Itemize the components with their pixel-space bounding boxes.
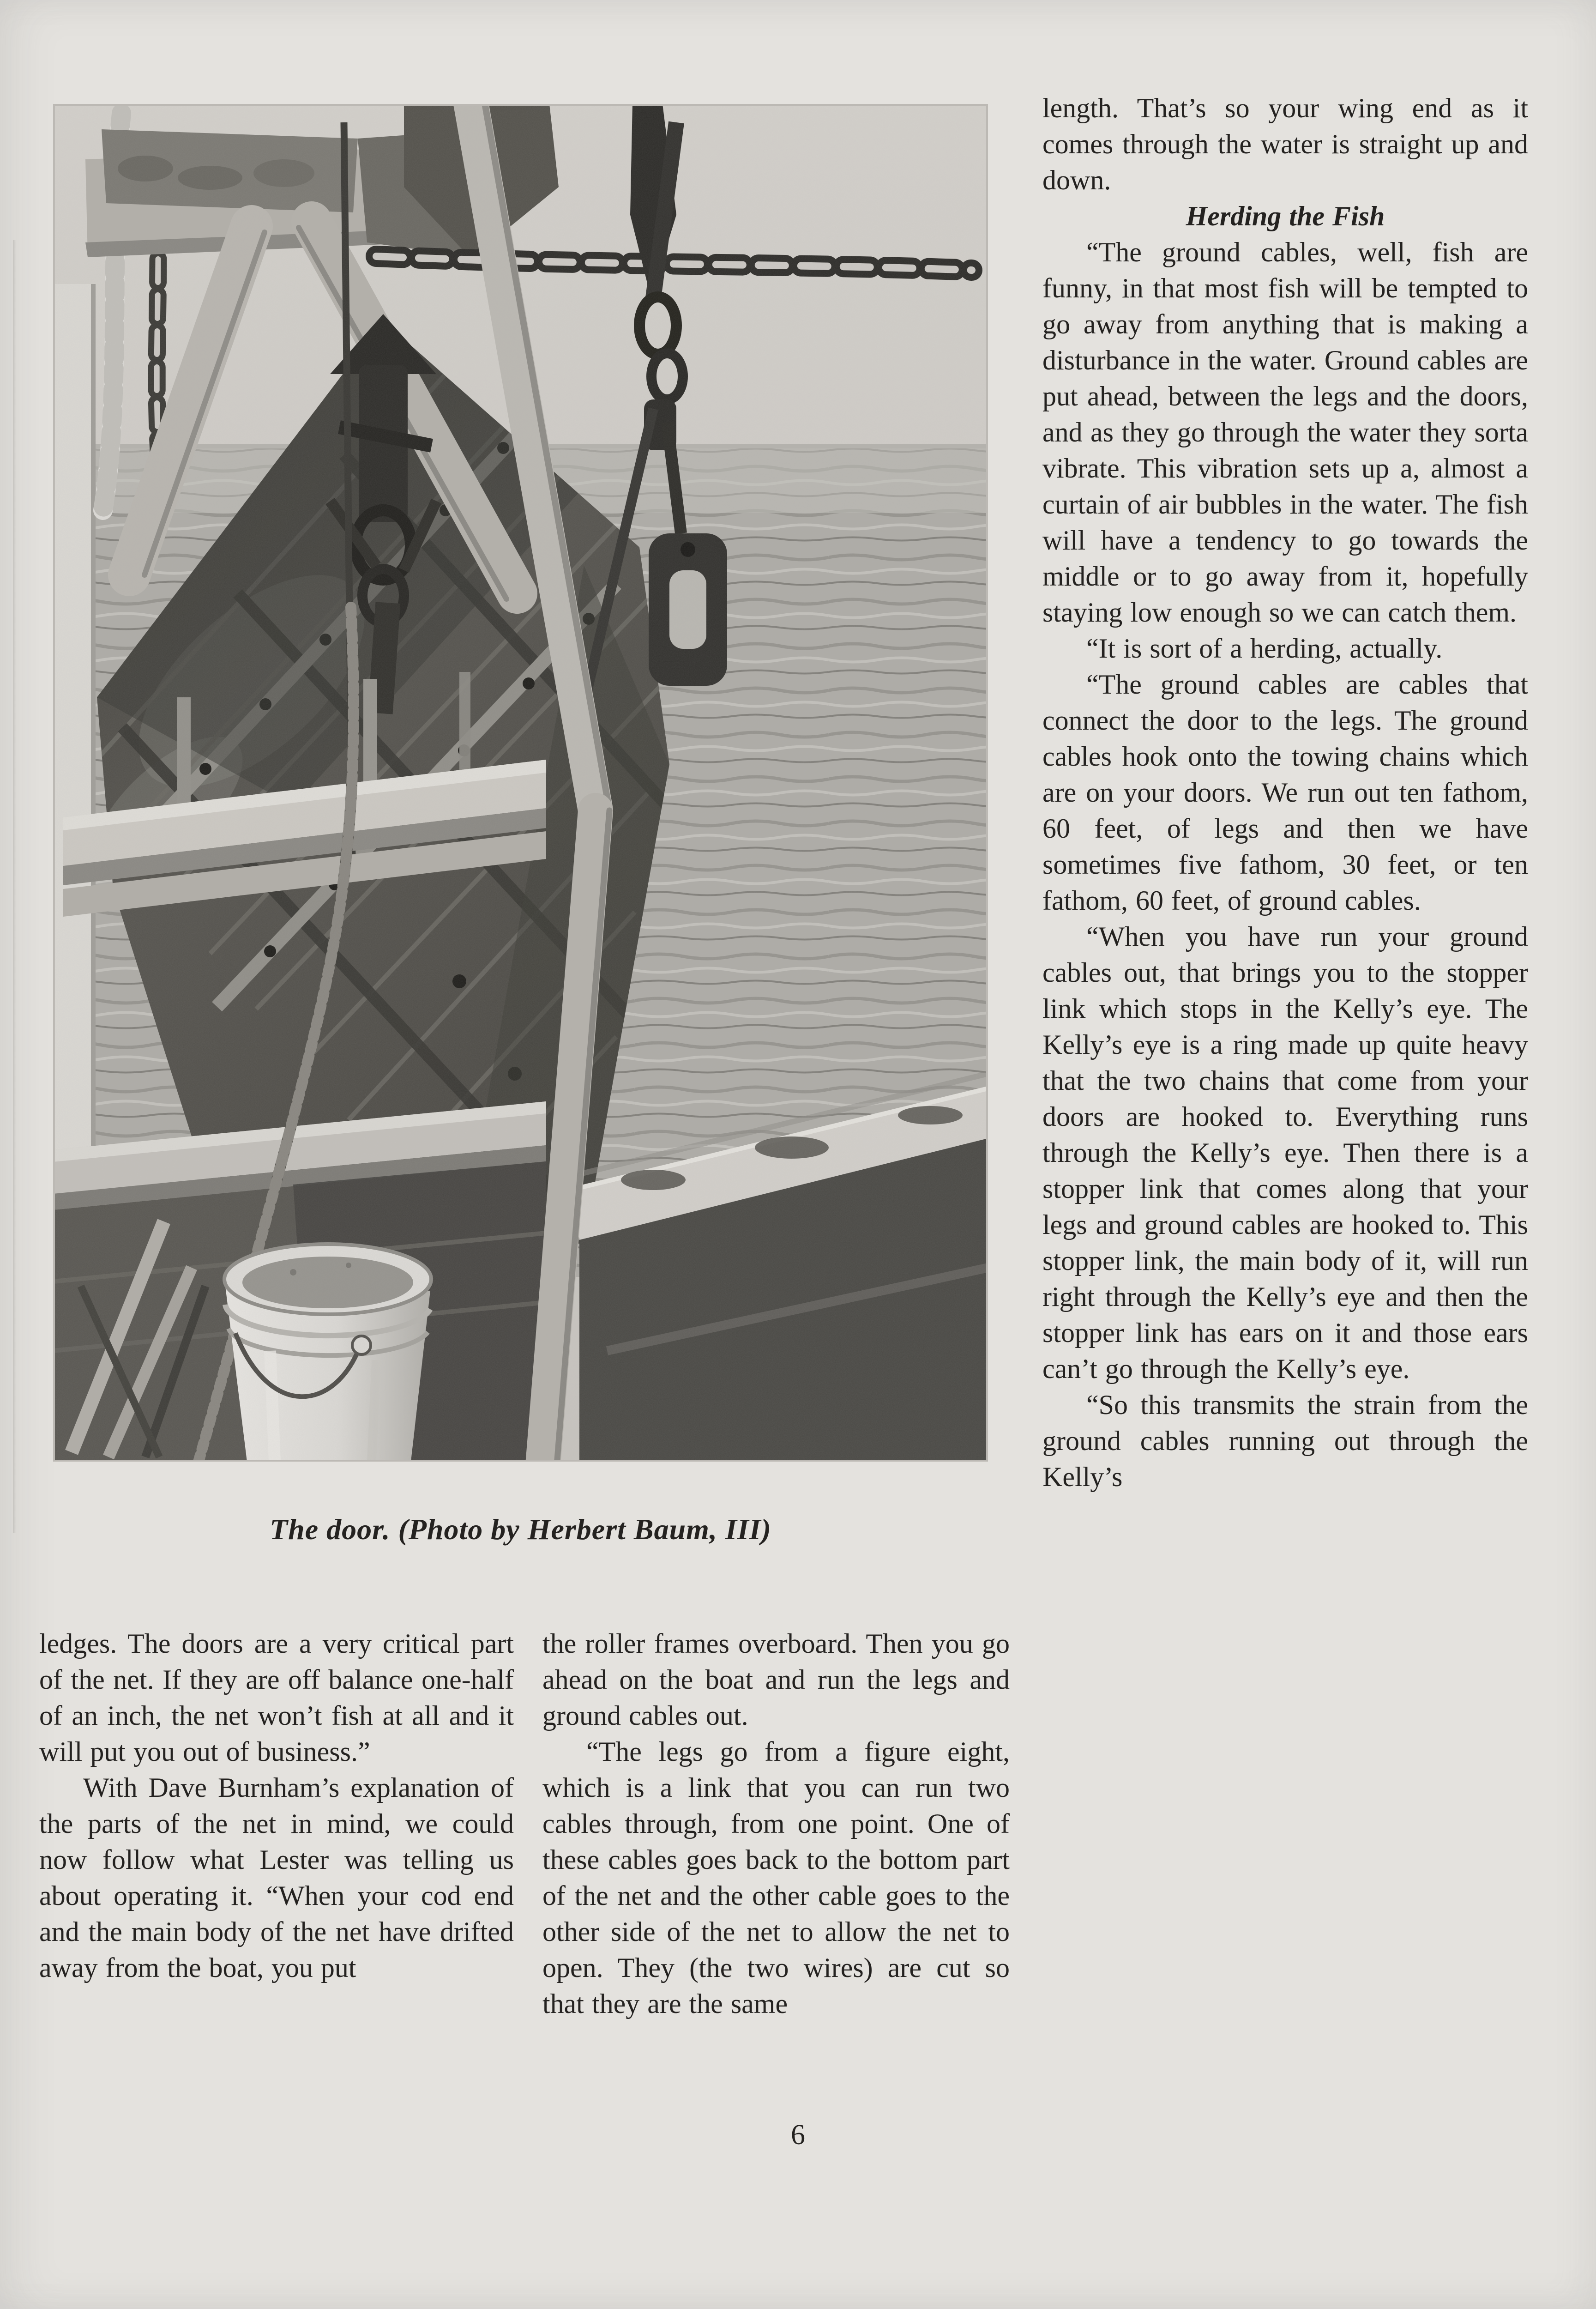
body-paragraph: “When you have run your ground cables out, that brings you to the stopper link which stops in the Kelly’s eye. The Kelly’s eye is a ring made up quite heavy that the two chains that come from your doors are hooked to. Everything runs through the Kelly’s eye. Then there is a stopper link that comes along that your legs and ground cables are hooked to. This stopper link, the main body of it, will run right through the Kelly’s eye and then the stopper link has ears on it and those ears can’t go through the Kelly’s eye.	[1042, 921, 1528, 1384]
body-paragraph: length. That’s so your wing end as it comes through the water is straight up and down.	[1042, 93, 1528, 195]
body-paragraph: With Dave Burnham’s explanation of the parts of the net in mind, we could now follow what Lester was telling us about operating it. “When your cod end and the main body of the net have drifted away from the boat, you put	[39, 1772, 514, 1983]
text-column-left	[39, 1626, 514, 1986]
text-column-right	[1042, 90, 1528, 1495]
body-paragraph: the roller frames overboard. Then you go ahead on the boat and run the legs and ground cables out.	[542, 1628, 1010, 1731]
photo-artwork	[53, 104, 988, 1462]
body-paragraph: ledges. The doors are a very critical part of the net. If they are off balance one-half of an inch, the net won’t fish at all and it will put you out of business.”	[39, 1628, 514, 1767]
body-paragraph: “So this transmits the strain from the ground cables running out through the Kelly’s	[1042, 1390, 1528, 1492]
photo-grain	[53, 104, 988, 1462]
body-paragraph: “The legs go from a figure eight, which is a link that you can run two cables through, from one point. One of these cables goes back to the bottom part of the net and the other cable goes to the other side of the net to allow the net to open. They (the two wires) are cut so that they are the same	[542, 1736, 1010, 2019]
text-column-middle	[542, 1626, 1010, 2022]
page-number: 6	[791, 2119, 805, 2151]
body-paragraph: “The ground cables, well, fish are funny, in that most fish will be tempted to go away from anything that is making a disturbance in the water. Ground cables are put ahead, between the legs and the doors, and as they go through the water they sorta vibrate. This vibration sets up a, almost a curtain of air bubbles in the water. The fish will have a tendency to go towards the middle or to go away from it, hopefully staying low enough so we can catch them.	[1042, 237, 1528, 628]
photo-caption: The door. (Photo by Herbert Baum, III)	[270, 1513, 771, 1546]
trawl-door-photo	[53, 104, 988, 1462]
section-heading: Herding the Fish	[1186, 201, 1385, 231]
body-paragraph: “The ground cables are cables that connect the door to the legs. The ground cables hook onto the towing chains which are on your doors. We run out ten fathom, 60 feet, of legs and then we have sometimes five fathom, 30 feet, or ten fathom, 60 feet, of ground cables.	[1042, 669, 1528, 916]
body-paragraph: “It is sort of a herding, actually.	[1086, 633, 1443, 664]
